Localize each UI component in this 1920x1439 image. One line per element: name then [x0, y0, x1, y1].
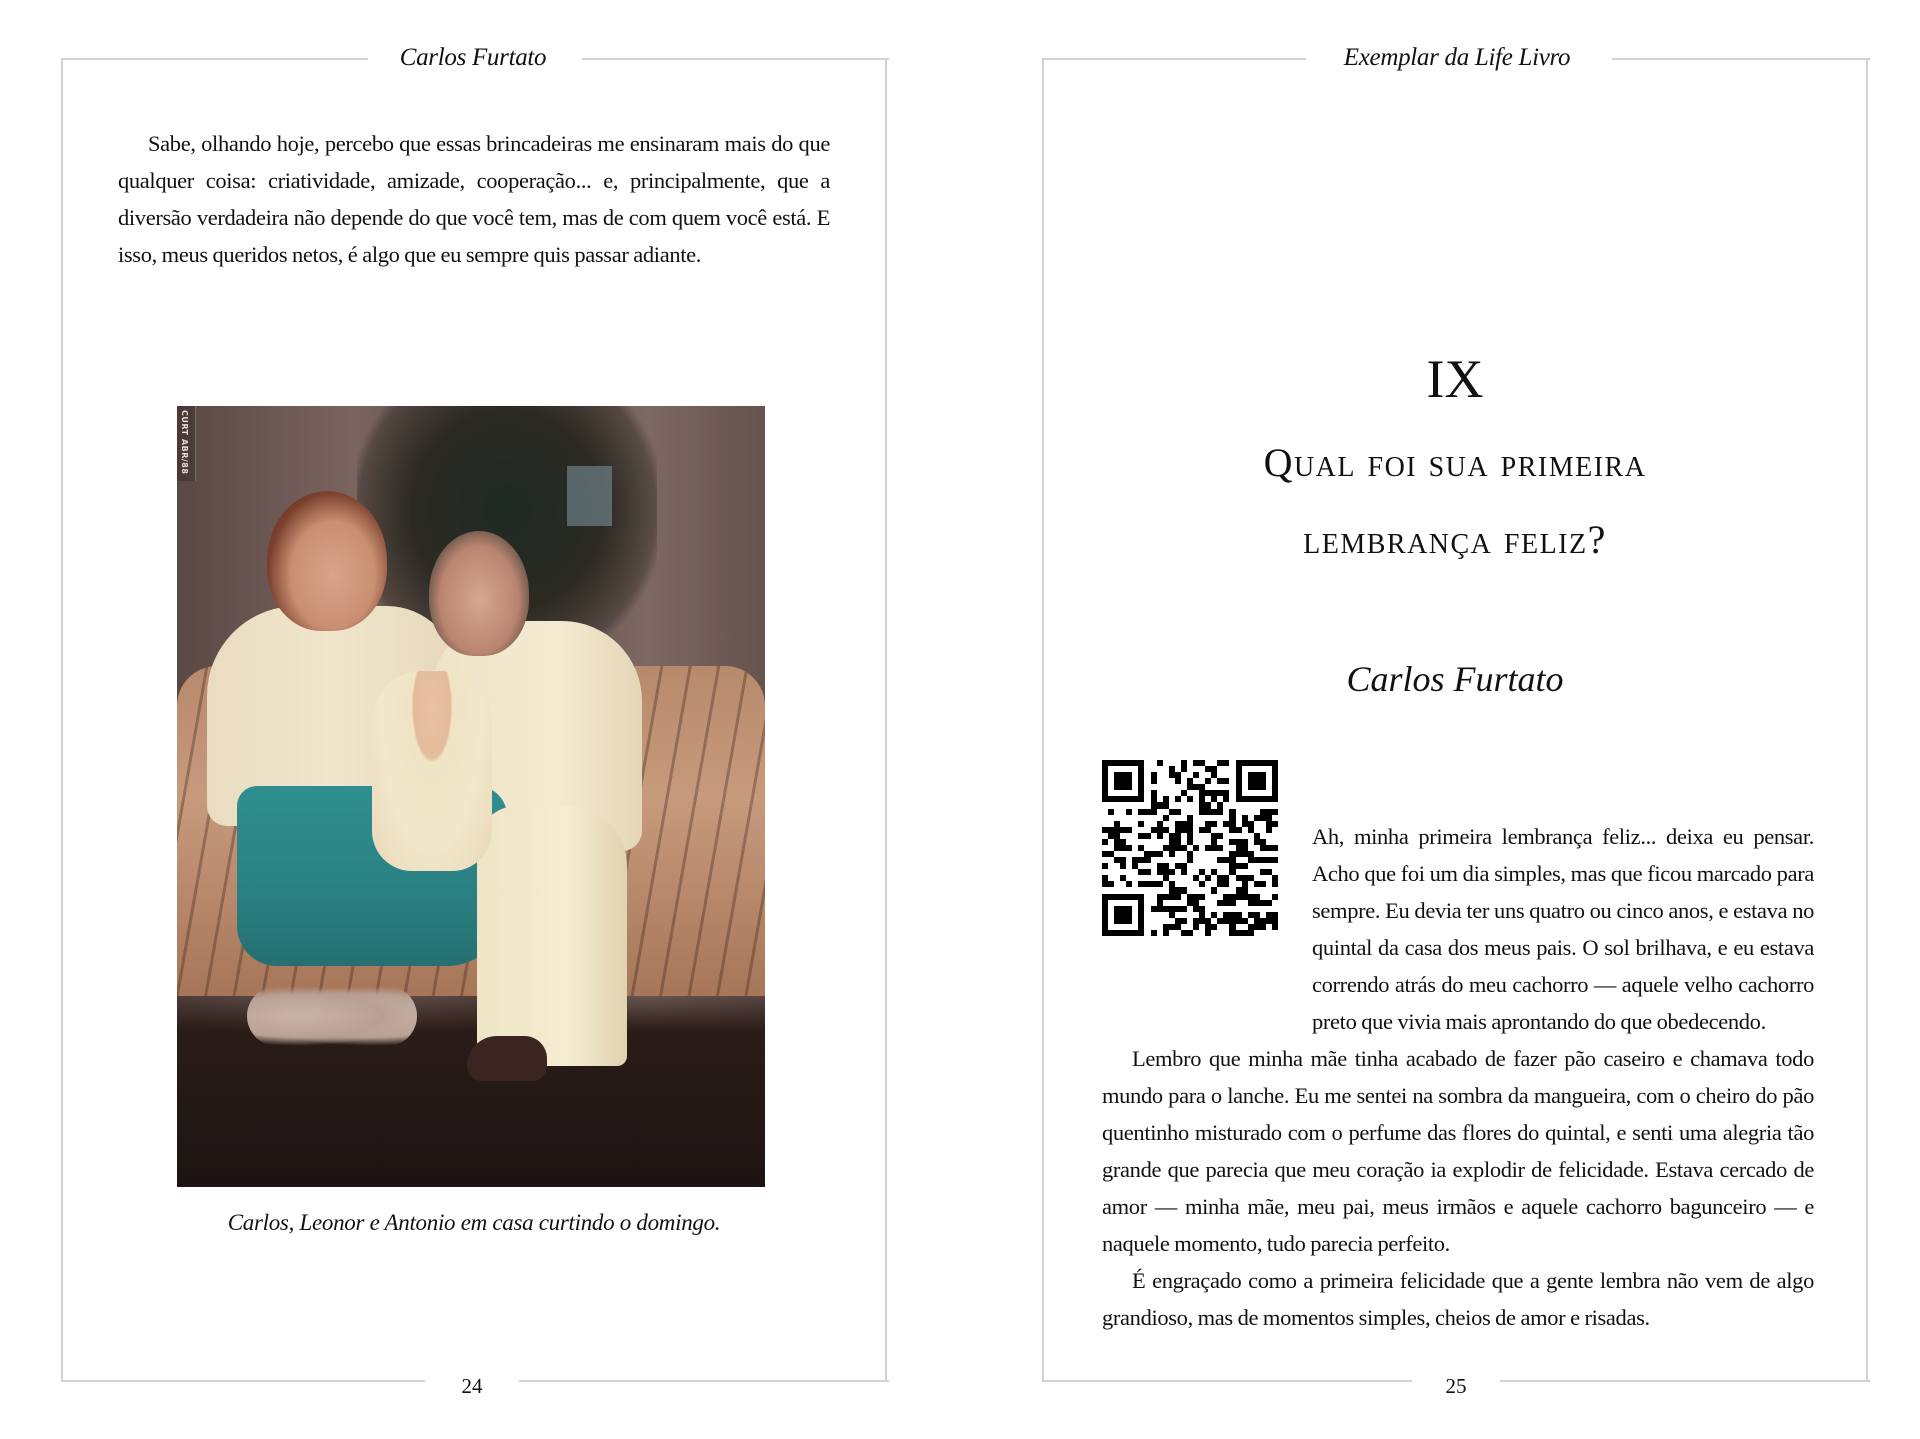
right-page [1042, 44, 1868, 1398]
paragraph: É engraçado como a primeira felicidade que a gente lembra não vem de algo grandioso, mas de momentos simples, cheios de amor e risadas. [1102, 1268, 1814, 1330]
photo-baby [372, 671, 492, 871]
paragraph: Ah, minha primeira lembrança feliz... deixa eu pensar. Acho que foi um dia simples, mas que ficou marcado para sempre. Eu devia ter uns quatro ou cinco anos, e estava no quintal da casa dos meus pais. O sol brilhava, e eu estava correndo atrás do meu cachorro — aquele velho cachorro preto que vivia mais aprontando do que obedecendo. [1312, 824, 1814, 1034]
running-head: Exemplar da Life Livro [1343, 44, 1571, 71]
chapter-number: IX [1426, 349, 1484, 409]
photo-shoe [467, 1036, 547, 1081]
chapter-title-line-2: lembrança feliz? [1303, 517, 1607, 562]
chapter-title [1044, 424, 1866, 578]
qr-code-icon[interactable] [1102, 760, 1278, 936]
photo-trousers [477, 806, 627, 1066]
photo-caption: Carlos, Leonor e Antonio em casa curtindo o domingo. [227, 1210, 721, 1235]
photo-window [567, 466, 612, 526]
top-rule-left [61, 58, 368, 60]
body-text [118, 125, 830, 273]
photo-man-head [429, 531, 529, 656]
chapter-author: Carlos Furtato [1346, 659, 1564, 699]
family-photo [177, 406, 765, 1187]
photo-stamp-text: CURT ABR/88 [180, 410, 189, 475]
paragraph: Sabe, olhando hoje, percebo que essas brincadeiras me ensinaram mais do que qualquer coisa: criatividade, amizade, cooperação... e, principalmente, que a diversão verdadeira não depende do que você tem, mas de com quem você está. E isso, meus queridos netos, é algo que eu sempre quis passar adiante. [118, 131, 830, 267]
running-head: Carlos Furtato [399, 44, 547, 71]
bottom-rule-left [61, 1380, 425, 1382]
bottom-rule-right [519, 1380, 889, 1382]
left-page [61, 44, 887, 1398]
bottom-rule-left [1042, 1380, 1412, 1382]
bottom-rule-right [1500, 1380, 1870, 1382]
top-rule-right [582, 58, 889, 60]
photo-woman-head [267, 491, 387, 631]
page-number: 24 [461, 1374, 483, 1398]
paragraph: Lembro que minha mãe tinha acabado de fazer pão caseiro e chamava todo mundo para o lanche. Eu me sentei na sombra da mangueira, com o cheiro do pão quentinho misturado com o perfume das flores do quintal, e senti uma alegria tão grande que parecia que meu coração ia explodir de felicidade. Estava cercado de amor — minha mãe, meu pai, meus irmãos e aquele cachorro bagunceiro — e naquele momento, tudo parecia perfeito. [1102, 1046, 1814, 1256]
top-rule-right [1612, 58, 1870, 60]
chapter-title-line-1: Qual foi sua primeira [1263, 440, 1647, 485]
photo-sandals [247, 986, 417, 1046]
photo-stamp [177, 406, 196, 481]
page-number: 25 [1445, 1374, 1467, 1398]
top-rule-left [1042, 58, 1306, 60]
